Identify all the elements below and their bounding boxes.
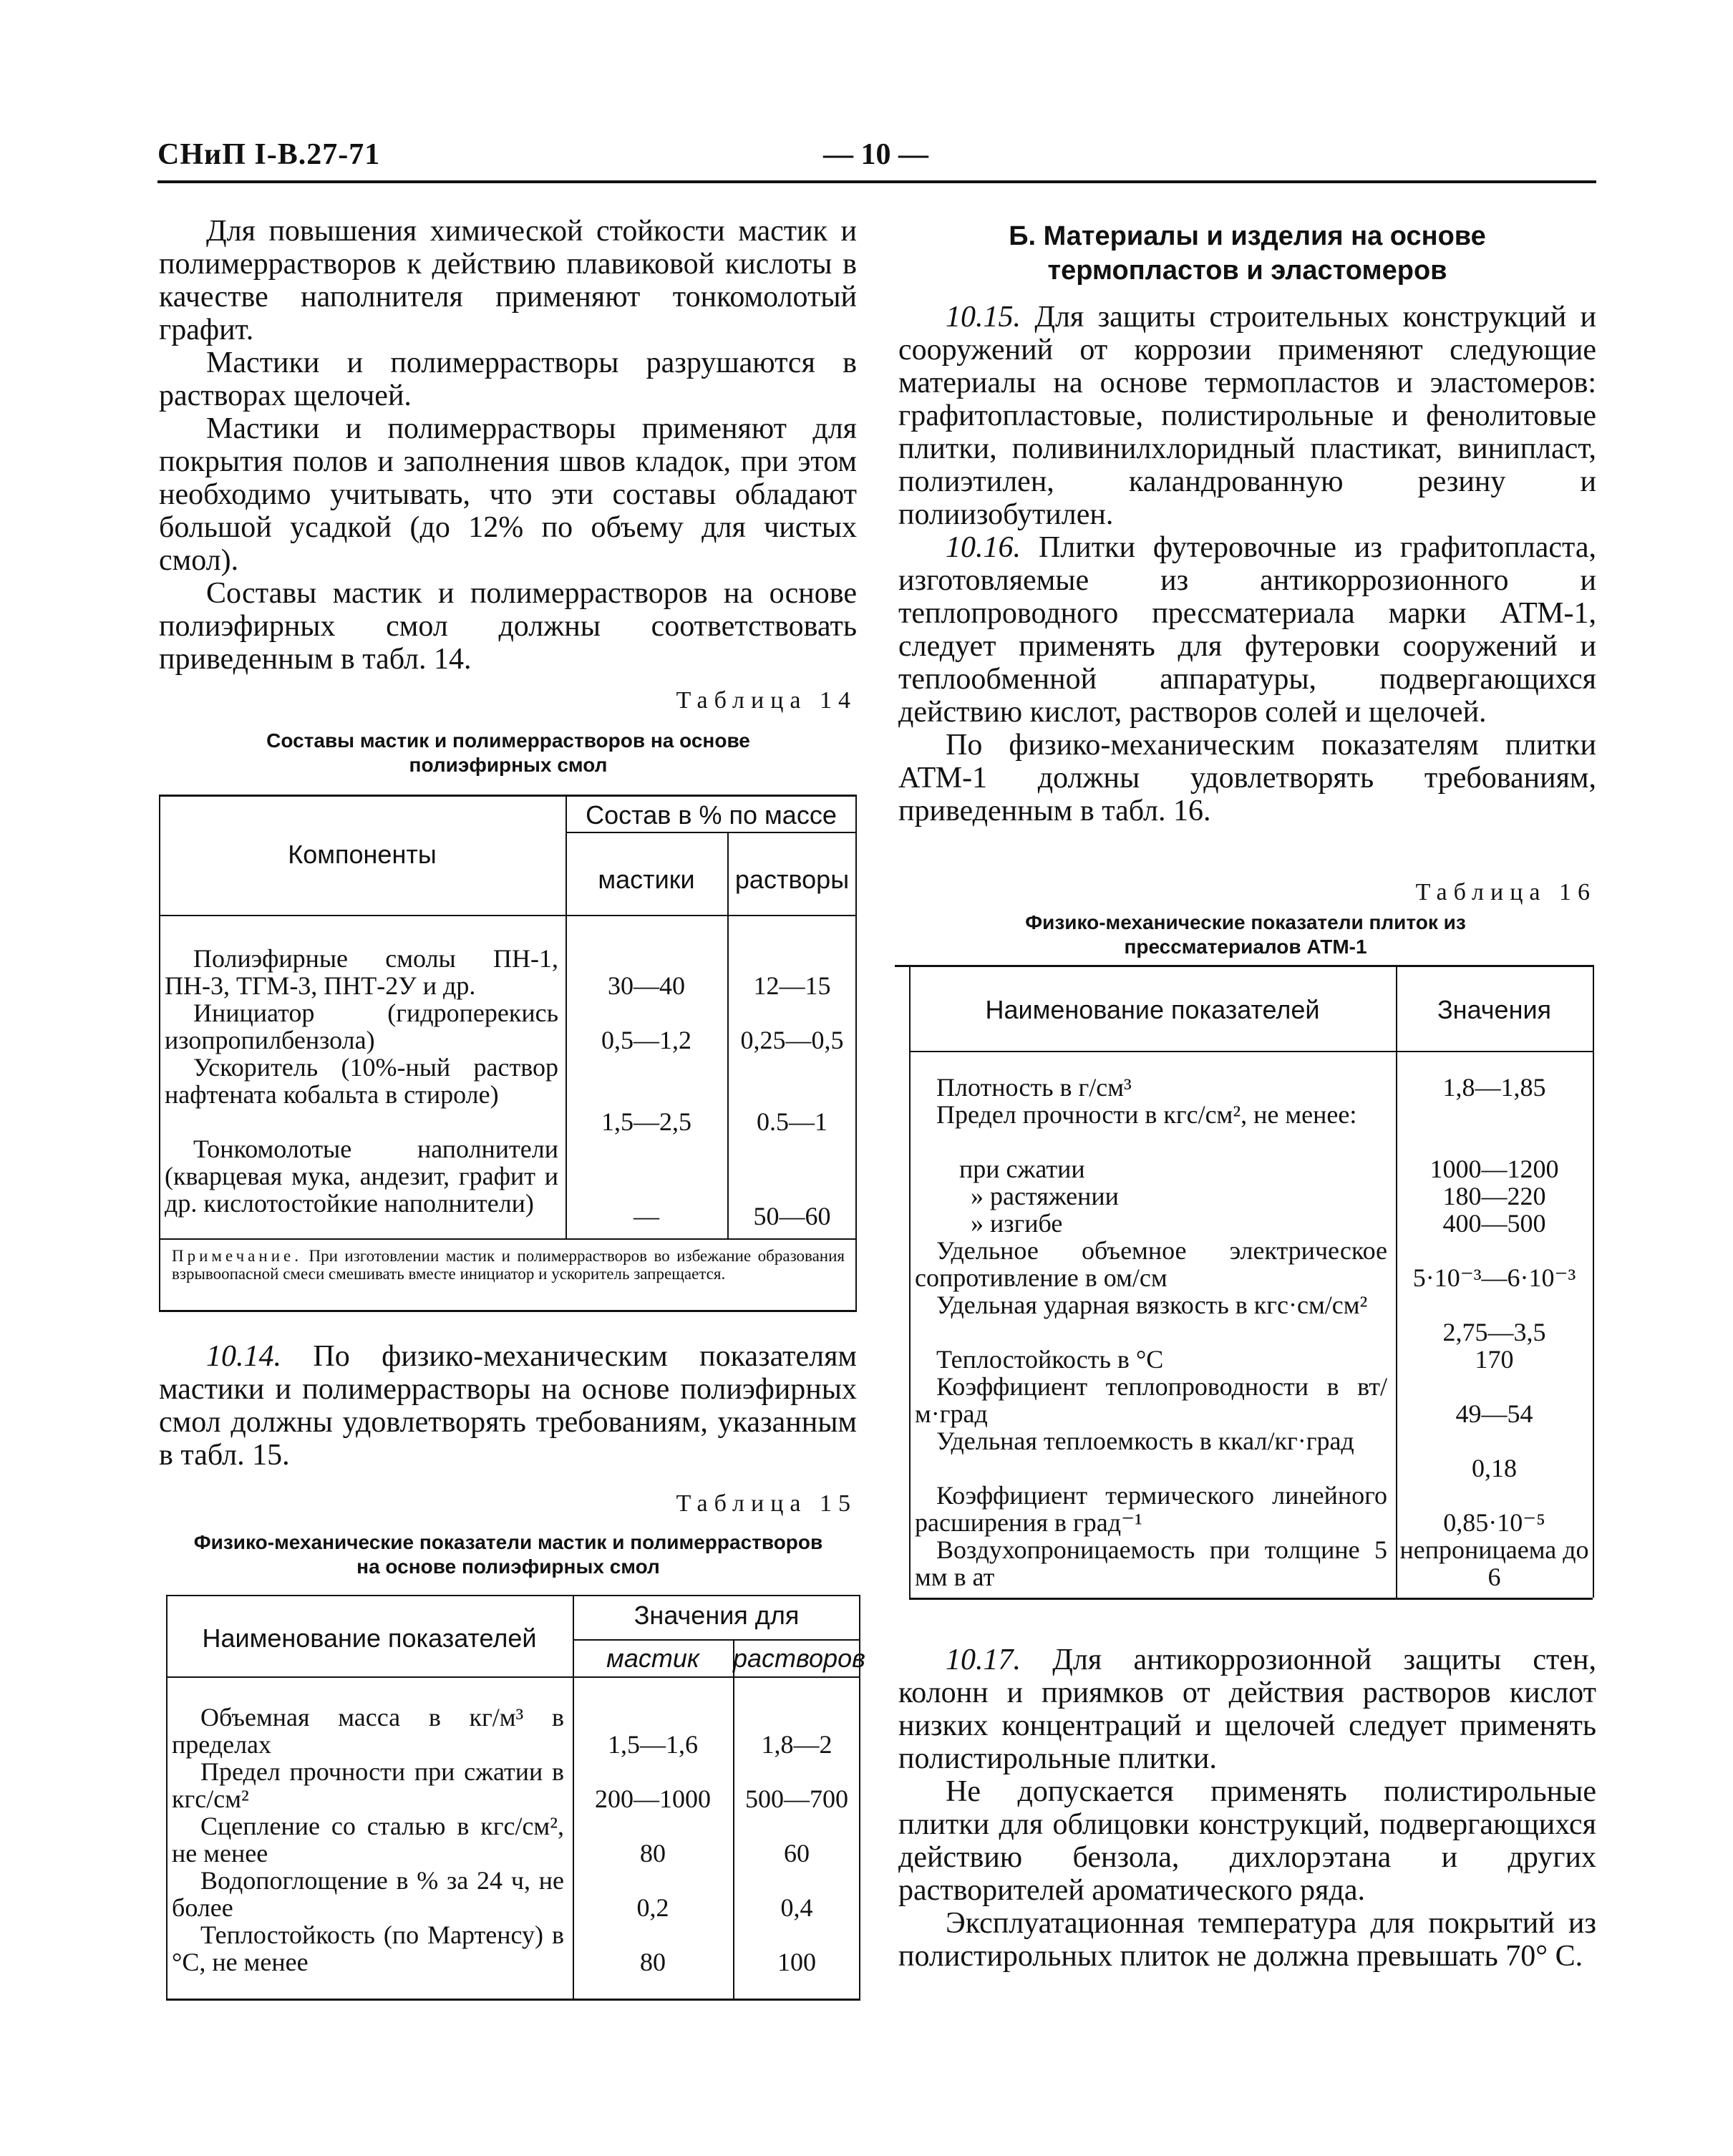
paragraph: Мастики и полимеррастворы разрушаются в растворах щелочей.	[159, 346, 857, 412]
table14-col-group: Состав в % по массе	[586, 800, 837, 830]
section-title-line-2: термопластов и эластомеров	[1047, 256, 1447, 286]
table-row-name: Теплостойкость (по Мартенсу) в °С, не менее	[172, 1921, 564, 1976]
table15-title: Физико-механические показатели мастик и полимеррастворов на основе полиэфирных смол	[193, 1531, 823, 1578]
table-row-name: Объемная масса в кг/м³ в пределах	[172, 1703, 564, 1759]
paragraph: Не допускается применять полистирольные плитки для облицовки конструкций, подвергающихся действию бензола, дихлорэтана и других растворителей ароматического ряда.	[898, 1775, 1596, 1907]
table-row-name: Предел прочности при сжатии в кгс/см²	[172, 1757, 564, 1813]
table-row-name: Удельная ударная вязкость в кгс·см/см²	[936, 1291, 1368, 1319]
paragraph-text: Плитки футеровочные из графитопласта, изготовляемые из антикоррозионного и теплопроводного прессматериала марки АТМ-1, следует применять для футеровки сооружений и теплообменной аппаратуры, подвергающихся действию кислот, растворов солей и щелочей.	[898, 531, 1596, 729]
paragraph-text: По физико-механическим показателям мастики и полимеррастворы на основе полиэфирных смол должны удовлетворять требованиям, указанным в табл. 15.	[159, 1340, 858, 1472]
right-intro	[898, 301, 1596, 827]
paragraph: Мастики и полимеррастворы применяют для покрытия полов и заполнения швов кладок, при этом необходимо учитывать, что эти составы обладают большой усадкой (до 12% по объему для чистых смол).	[159, 412, 857, 577]
table-row-name: Водопоглощение в % за 24 ч, не более	[172, 1866, 564, 1922]
right-outro	[898, 1643, 1596, 1973]
table-cell: 170	[1475, 1345, 1514, 1374]
paragraph: Составы мастик и полимеррастворов на основе полиэфирных смол должны соответствовать приведенным в табл. 14.	[159, 577, 857, 676]
note-label: Примечание.	[172, 1247, 302, 1265]
table-cell: 1,5—1,6	[608, 1730, 698, 1759]
section-title-line-1: Б. Материалы и изделия на основе	[1009, 221, 1486, 251]
table-cell: 100	[777, 1948, 816, 1976]
table-cell: 80	[640, 1839, 666, 1868]
table-cell: 500—700	[745, 1784, 848, 1813]
table14-col-components: Компоненты	[288, 840, 437, 869]
table-row-name: » изгибе	[971, 1209, 1063, 1238]
table-cell: 0,2	[636, 1893, 669, 1922]
table16-col-value: Значения	[1437, 995, 1552, 1024]
note-text: При изготовлении мастик и полимеррастворов во избежание образования взрывоопасной смеси смешивать вместе инициатор и ускоритель запрещается.	[172, 1247, 845, 1283]
table-cell: 400—500	[1442, 1209, 1546, 1238]
table15-col-name: Наименование показателей	[202, 1623, 537, 1653]
table-cell: 5·10⁻³—6·10⁻³	[1412, 1263, 1576, 1292]
clause-number: 10.16.	[946, 531, 1021, 564]
table-row-name: Теплостойкость в °С	[936, 1345, 1164, 1374]
table14-col-mastic: мастики	[598, 865, 695, 894]
table-row-name: » растяжении	[971, 1182, 1119, 1210]
table-cell: 80	[640, 1948, 666, 1976]
table-cell: 0,5—1,2	[601, 1026, 691, 1054]
table-row-name: Сцепление со сталью в кгс/см², не менее	[172, 1812, 564, 1868]
table-row-name: Ускоритель (10%-ный раствор нафтената кобальта в стироле)	[165, 1053, 558, 1109]
paragraph: По физико-механическим показателям плитки АТМ-1 должны удовлетворять требованиям, приведенным в табл. 16.	[898, 729, 1596, 827]
table-cell: 0,18	[1472, 1454, 1517, 1482]
left-intro	[159, 215, 857, 676]
table-cell: 50—60	[753, 1202, 831, 1230]
table16-label: Таблица 16	[1415, 879, 1596, 905]
table15-col-group: Значения для	[634, 1601, 800, 1630]
header-rule	[157, 180, 1596, 183]
table-cell: непроницаема до 6	[1399, 1535, 1589, 1591]
table-cell: 1000—1200	[1429, 1155, 1559, 1183]
paragraph-text: Для антикоррозионной защиты стен, колонн и приямков от действия растворов кислот низких концентраций и щелочей следует применять полистирольные плитки.	[898, 1643, 1596, 1775]
table-row-name: при сжатии	[959, 1155, 1085, 1183]
table-row-name: Удельное объемное электрическое сопротивление в ом/см	[915, 1236, 1387, 1292]
table16-col-name: Наименование показателей	[985, 995, 1320, 1024]
table15-label: Таблица 15	[676, 1490, 857, 1517]
paragraph: Для повышения химической стойкости мастик и полимеррастворов к действию плавиковой кислоты в качестве наполнителя применяют тонкомолотый графит.	[159, 215, 857, 346]
table-cell: 1,8—1,85	[1442, 1073, 1546, 1102]
table-row-name: Плотность в г/см³	[936, 1073, 1132, 1102]
table-cell: 30—40	[608, 971, 685, 1000]
table-cell: 49—54	[1455, 1399, 1533, 1428]
table15-col-mastic: мастик	[606, 1643, 699, 1673]
table-cell: 180—220	[1442, 1182, 1546, 1210]
table-row-name: Коэффициент теплопроводности в вт/м·град	[915, 1372, 1387, 1428]
table-cell: 0,85·10⁻⁵	[1443, 1508, 1545, 1537]
table-row-name: Удельная теплоемкость в ккал/кг·град	[936, 1427, 1354, 1455]
table-cell: 1,5—2,5	[601, 1107, 691, 1136]
table-cell: 0.5—1	[757, 1107, 827, 1136]
table14-note	[172, 1247, 845, 1283]
clause-number: 10.17.	[946, 1643, 1021, 1676]
paragraph-text: Для защиты строительных конструкций и сооружений от коррозии применяют следующие материалы на основе термопластов и эластомеров: графитопластовые, полистирольные и фенолитовые плитки, поливинилхлоридный пластикат, винипласт, полиэтилен, каландрованную резину и полиизобутилен.	[898, 301, 1596, 531]
table16-title: Физико-механические показатели плиток из прессматериалов АТМ-1	[1025, 911, 1466, 958]
table14-title: Составы мастик и полимеррастворов на основе полиэфирных смол	[266, 729, 750, 776]
table-cell: —	[634, 1202, 659, 1230]
paragraph: Эксплуатационная температура для покрытий из полистирольных плиток не должна превышать 70° С.	[898, 1907, 1596, 1973]
table15-col-solution: растворов	[733, 1643, 865, 1673]
clause-number: 10.15.	[946, 301, 1021, 334]
table-row-name: Предел прочности в кгс/см², не менее:	[936, 1100, 1357, 1129]
table-row-name: Полиэфирные смолы ПН-1, ПН-3, ТГМ-3, ПНТ-2У и др.	[165, 944, 558, 1000]
table-row-name: Коэффициент термического линейного расширения в град⁻¹	[915, 1481, 1387, 1537]
table-cell: 1,8—2	[761, 1730, 832, 1759]
clause-number: 10.14.	[206, 1340, 281, 1373]
page-number: — 10 —	[823, 138, 928, 171]
table-row-name: Инициатор (гидроперекись изопропилбензола)	[165, 999, 558, 1054]
table14-label: Таблица 14	[676, 687, 857, 714]
table-row-name: Воздухопроницаемость при толщине 5 мм в ат	[915, 1535, 1387, 1591]
table-cell: 12—15	[753, 971, 831, 1000]
table-cell: 0,25—0,5	[740, 1026, 844, 1054]
table-cell: 60	[784, 1839, 810, 1868]
table-row-name: Тонкомолотые наполнители (кварцевая мука, андезит, графит и др. кислотостойкие наполнители)	[165, 1135, 558, 1218]
paragraph-10-14	[159, 1340, 857, 1472]
section-title	[898, 219, 1596, 288]
table-cell: 200—1000	[595, 1784, 711, 1813]
table14-col-solution: растворы	[734, 865, 850, 894]
table-cell: 2,75—3,5	[1442, 1318, 1546, 1346]
table-cell: 0,4	[780, 1893, 813, 1922]
document-code: СНиП I-B.27-71	[157, 138, 381, 171]
